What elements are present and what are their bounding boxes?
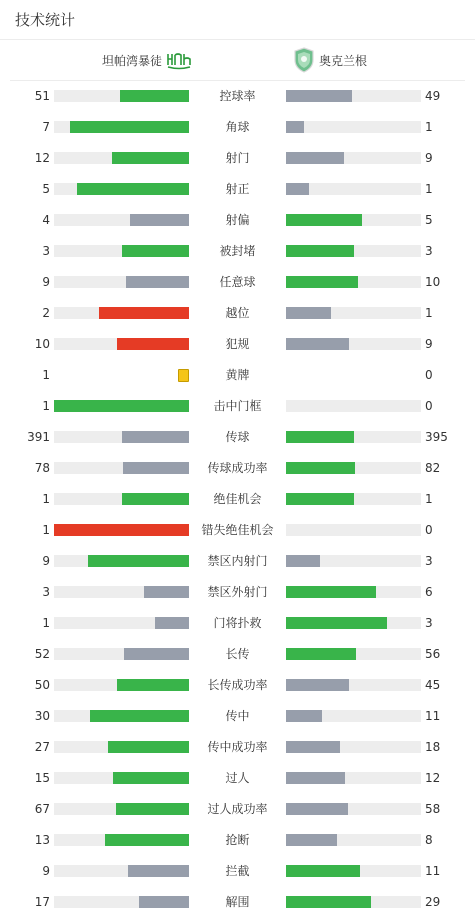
home-stat-bar	[108, 741, 189, 753]
away-stat-bar	[286, 307, 331, 319]
stat-row	[0, 329, 475, 360]
home-stat-value: 5	[42, 182, 50, 196]
home-stat-value: 4	[42, 213, 50, 227]
away-stat-value: 0	[425, 368, 433, 382]
away-stat-value: 395	[425, 430, 448, 444]
stat-label: 黄牌	[225, 368, 250, 382]
home-stat-bar	[113, 772, 189, 784]
away-stat-value: 82	[425, 461, 441, 475]
home-stat-bar	[122, 245, 190, 257]
stat-row	[0, 546, 475, 577]
home-stat-value: 1	[42, 368, 50, 382]
home-stat-value: 9	[42, 275, 50, 289]
away-stat-bar	[286, 803, 348, 815]
away-stat-value: 58	[425, 802, 441, 816]
home-stat-value: 50	[34, 678, 50, 692]
stat-row	[0, 670, 475, 701]
home-stat-value: 30	[34, 709, 50, 723]
stat-row	[0, 732, 475, 763]
stat-label: 犯规	[225, 337, 250, 351]
away-stat-value: 49	[425, 89, 441, 103]
home-stat-bar-track	[54, 214, 189, 226]
away-stat-bar	[286, 896, 371, 908]
stat-label: 解围	[225, 895, 250, 909]
stat-label: 长传	[225, 647, 250, 661]
stat-row	[0, 825, 475, 856]
stat-label: 角球	[225, 120, 250, 134]
away-stat-value: 1	[425, 120, 433, 134]
stat-row	[0, 391, 475, 422]
home-stat-bar	[124, 648, 189, 660]
home-stat-value: 10	[34, 337, 50, 351]
away-stat-value: 3	[425, 554, 433, 568]
home-stat-bar-track	[54, 896, 189, 908]
home-team-name: 坦帕湾暴徒	[102, 53, 163, 68]
stat-row	[0, 856, 475, 887]
away-stat-value: 1	[425, 492, 433, 506]
home-stat-bar-track	[54, 617, 189, 629]
away-stat-bar-track	[286, 493, 421, 505]
team-header	[10, 40, 465, 81]
home-stat-bar-track	[54, 772, 189, 784]
away-team-name: 奥克兰根	[319, 53, 368, 68]
home-stat-bar-track	[54, 679, 189, 691]
home-stat-bar-track	[54, 803, 189, 815]
stat-label: 禁区内射门	[207, 554, 268, 568]
stat-label: 被封堵	[219, 244, 256, 258]
away-stat-bar-track	[286, 834, 421, 846]
away-stat-bar	[286, 865, 360, 877]
away-stat-value: 29	[425, 895, 441, 909]
stat-label: 过人	[225, 771, 250, 785]
away-stat-bar-track	[286, 617, 421, 629]
home-stat-value: 27	[34, 740, 50, 754]
away-stat-bar-track	[286, 152, 421, 164]
away-stat-bar	[286, 431, 354, 443]
home-stat-bar	[112, 152, 189, 164]
stats-list	[0, 81, 475, 918]
away-stat-bar-track	[286, 121, 421, 133]
home-stat-bar	[77, 183, 189, 195]
home-stat-bar	[105, 834, 189, 846]
stat-row	[0, 763, 475, 794]
away-stat-bar	[286, 121, 304, 133]
stat-label: 击中门框	[213, 399, 262, 413]
away-stat-bar	[286, 679, 349, 691]
home-stat-bar	[130, 214, 189, 226]
away-stat-value: 9	[425, 151, 433, 165]
away-stat-bar	[286, 338, 349, 350]
stat-row	[0, 236, 475, 267]
home-stat-bar-track	[54, 338, 189, 350]
away-stat-bar-track	[286, 524, 421, 536]
stat-row	[0, 639, 475, 670]
stat-row	[0, 205, 475, 236]
away-stat-bar-track	[286, 865, 421, 877]
away-stat-bar	[286, 214, 362, 226]
away-stat-bar	[286, 493, 354, 505]
away-stat-bar	[286, 276, 358, 288]
away-stat-bar	[286, 648, 356, 660]
home-stat-bar-track	[54, 431, 189, 443]
stat-label: 射偏	[225, 213, 250, 227]
home-stat-bar	[128, 865, 189, 877]
away-stat-value: 3	[425, 616, 433, 630]
home-stat-bar	[88, 555, 189, 567]
home-stat-bar-track	[54, 648, 189, 660]
stat-label: 门将扑救	[213, 616, 262, 630]
home-stat-value: 17	[34, 895, 50, 909]
away-stat-value: 56	[425, 647, 441, 661]
away-stat-value: 45	[425, 678, 441, 692]
away-stat-bar	[286, 741, 340, 753]
stat-label: 传球	[225, 430, 250, 444]
away-stat-bar-track	[286, 555, 421, 567]
stat-label: 长传成功率	[207, 678, 268, 692]
away-stat-bar-track	[286, 245, 421, 257]
stat-label: 过人成功率	[207, 802, 268, 816]
stats-header	[0, 0, 475, 40]
stat-row	[0, 794, 475, 825]
stat-row	[0, 515, 475, 546]
home-stat-value: 13	[34, 833, 50, 847]
away-stat-bar-track	[286, 462, 421, 474]
stat-row	[0, 608, 475, 639]
home-stat-value: 52	[34, 647, 50, 661]
home-stat-bar-track	[54, 152, 189, 164]
away-stat-bar-track	[286, 214, 421, 226]
stat-row	[0, 298, 475, 329]
home-stat-bar-track	[54, 710, 189, 722]
home-stat-bar	[126, 276, 189, 288]
stat-row	[0, 174, 475, 205]
stat-row	[0, 422, 475, 453]
away-stat-bar	[286, 617, 387, 629]
away-stat-value: 12	[425, 771, 441, 785]
stat-label: 绝佳机会	[213, 492, 262, 506]
stat-row	[0, 112, 475, 143]
home-stat-bar-track	[54, 400, 189, 412]
away-stat-value: 6	[425, 585, 433, 599]
stat-row	[0, 453, 475, 484]
home-stat-bar-track	[54, 462, 189, 474]
home-stat-value: 12	[34, 151, 50, 165]
away-stat-bar-track	[286, 90, 421, 102]
stat-label: 错失绝佳机会	[201, 523, 274, 537]
home-stat-value: 2	[42, 306, 50, 320]
away-stat-bar-track	[286, 307, 421, 319]
home-stat-bar-track	[54, 524, 189, 536]
stat-label: 越位	[225, 306, 250, 320]
home-stat-bar-track	[54, 276, 189, 288]
home-stat-bar-track	[54, 741, 189, 753]
oakland-roots-shield-logo-icon	[293, 47, 315, 73]
stat-label: 控球率	[219, 89, 256, 103]
away-stat-bar-track	[286, 431, 421, 443]
home-stat-bar	[122, 431, 190, 443]
away-stat-value: 9	[425, 337, 433, 351]
away-stat-bar	[286, 183, 309, 195]
away-stat-bar-track	[286, 679, 421, 691]
home-stat-value: 78	[34, 461, 50, 475]
away-stat-bar	[286, 462, 355, 474]
away-stat-value: 1	[425, 306, 433, 320]
away-stat-bar-track	[286, 586, 421, 598]
stat-row	[0, 267, 475, 298]
home-stat-value: 67	[34, 802, 50, 816]
home-stat-bar	[54, 524, 189, 536]
away-stat-bar	[286, 152, 344, 164]
home-stat-bar	[117, 679, 189, 691]
away-stat-value: 0	[425, 399, 433, 413]
away-stat-bar-track	[286, 710, 421, 722]
stat-label: 禁区外射门	[207, 585, 268, 599]
home-stat-bar-track	[54, 183, 189, 195]
tampa-bay-rowdies-logo-icon	[166, 50, 192, 70]
away-stat-value: 10	[425, 275, 441, 289]
away-stat-value: 1	[425, 182, 433, 196]
away-team[interactable]	[293, 40, 367, 80]
home-stat-bar	[54, 400, 189, 412]
home-stat-bar	[120, 90, 189, 102]
home-stat-bar	[139, 896, 189, 908]
home-stat-value: 9	[42, 864, 50, 878]
away-stat-value: 11	[425, 709, 441, 723]
away-stat-bar-track	[286, 772, 421, 784]
stat-label: 抢断	[225, 833, 250, 847]
away-stat-bar-track	[286, 803, 421, 815]
home-stat-value: 1	[42, 523, 50, 537]
away-stat-bar-track	[286, 183, 421, 195]
away-stat-value: 0	[425, 523, 433, 537]
away-stat-bar-track	[286, 276, 421, 288]
home-stat-value: 1	[42, 492, 50, 506]
away-stat-bar	[286, 586, 376, 598]
stat-row	[0, 887, 475, 918]
away-stat-bar	[286, 710, 322, 722]
stat-label: 传中	[225, 709, 250, 723]
stat-label: 任意球	[219, 275, 256, 289]
away-stat-bar	[286, 834, 337, 846]
stat-label: 拦截	[225, 864, 250, 878]
stat-label: 射门	[225, 151, 250, 165]
home-stat-value: 7	[42, 120, 50, 134]
stat-row	[0, 701, 475, 732]
stat-row	[0, 143, 475, 174]
home-stat-bar	[99, 307, 189, 319]
home-stat-value: 3	[42, 585, 50, 599]
home-stat-bar-track	[54, 555, 189, 567]
home-stat-bar	[70, 121, 189, 133]
stat-label: 传球成功率	[207, 461, 268, 475]
stat-row	[0, 484, 475, 515]
away-stat-bar-track	[286, 896, 421, 908]
home-stat-bar-track	[54, 90, 189, 102]
away-stat-value: 18	[425, 740, 441, 754]
home-stat-value: 3	[42, 244, 50, 258]
home-team[interactable]	[102, 40, 192, 80]
stat-row	[0, 81, 475, 112]
home-stat-bar-track	[54, 121, 189, 133]
away-stat-bar-track	[286, 400, 421, 412]
away-stat-value: 3	[425, 244, 433, 258]
stat-row	[0, 360, 475, 391]
home-stat-bar	[117, 338, 189, 350]
home-stat-bar	[116, 803, 189, 815]
stat-row	[0, 577, 475, 608]
away-stat-bar	[286, 555, 320, 567]
home-stat-bar-track	[54, 834, 189, 846]
stat-label: 射正	[225, 182, 250, 196]
home-stat-bar	[90, 710, 189, 722]
home-stat-bar	[144, 586, 189, 598]
away-stat-value: 8	[425, 833, 433, 847]
home-stat-value: 51	[34, 89, 50, 103]
away-stat-value: 5	[425, 213, 433, 227]
away-stat-bar	[286, 90, 352, 102]
home-stat-bar-track	[54, 586, 189, 598]
home-stat-bar	[155, 617, 189, 629]
away-stat-bar-track	[286, 741, 421, 753]
home-stat-bar	[123, 462, 189, 474]
home-stat-value: 15	[34, 771, 50, 785]
stat-label: 传中成功率	[207, 740, 268, 754]
home-stat-bar	[122, 493, 190, 505]
away-stat-bar	[286, 245, 354, 257]
home-stat-bar-track	[54, 307, 189, 319]
away-stat-value: 11	[425, 864, 441, 878]
home-stat-value: 1	[42, 399, 50, 413]
yellow-card-icon	[178, 369, 189, 382]
home-stat-value: 1	[42, 616, 50, 630]
home-stat-bar-track	[54, 493, 189, 505]
home-stat-value: 9	[42, 554, 50, 568]
away-stat-bar	[286, 772, 345, 784]
home-stat-value: 391	[27, 430, 50, 444]
home-stat-bar-track	[54, 865, 189, 877]
home-stat-bar-track	[54, 245, 189, 257]
away-stat-bar-track	[286, 338, 421, 350]
page-title: 技术统计	[15, 11, 76, 29]
away-stat-bar-track	[286, 648, 421, 660]
